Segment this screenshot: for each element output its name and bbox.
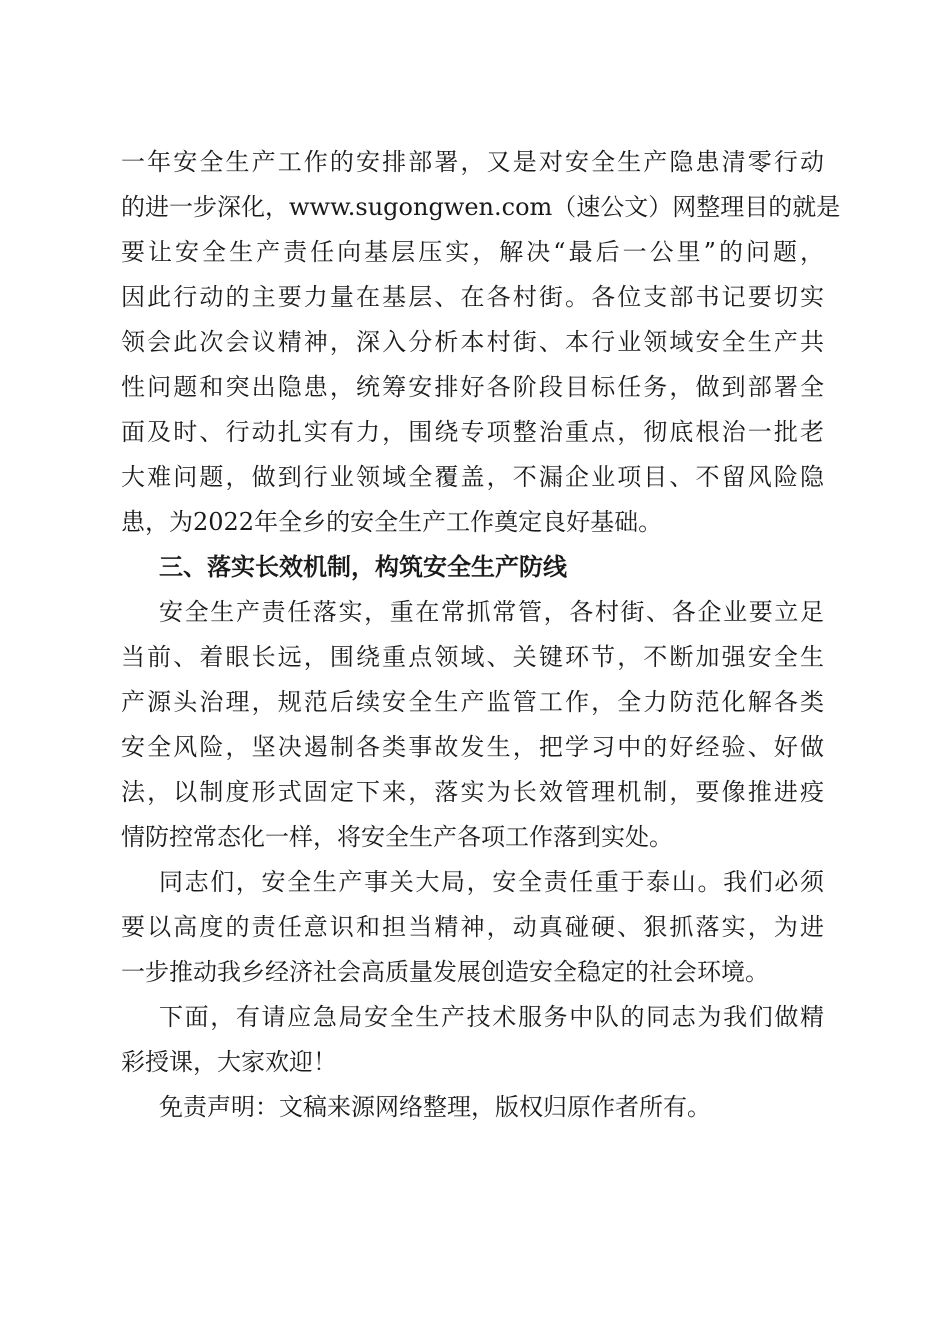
paragraph-line: 彩授课，大家欢迎！ bbox=[121, 1048, 337, 1076]
paragraph-continuation bbox=[121, 140, 841, 545]
paragraph-line: 性问题和突出隐患，统筹安排好各阶段目标任务，做到部署全 bbox=[121, 373, 824, 401]
disclaimer: 免责声明：文稿来源网络整理，版权归原作者所有。 bbox=[159, 1093, 711, 1121]
paragraph-line: 同志们，安全生产事关大局，安全责任重于泰山。我们必须 bbox=[159, 868, 824, 896]
paragraph-line: 患，为2022年全乡的安全生产工作奠定良好基础。 bbox=[121, 508, 663, 536]
paragraph-comrades bbox=[121, 860, 824, 995]
paragraph-line: 法，以制度形式固定下来，落实为长效管理机制，要像推进疫 bbox=[121, 778, 824, 806]
paragraph-line: 的进一步深化，www.sugongwen.com（速公文）网整理目的就是 bbox=[121, 193, 841, 221]
paragraph-line: 因此行动的主要力量在基层、在各村街。各位支部书记要切实 bbox=[121, 283, 824, 311]
paragraph-line: 大难问题，做到行业领域全覆盖，不漏企业项目、不留风险隐 bbox=[121, 463, 824, 491]
paragraph-line: 安全生产责任落实，重在常抓常管，各村街、各企业要立足 bbox=[159, 598, 824, 626]
paragraph-line: 当前、着眼长远，围绕重点领域、关键环节，不断加强安全生 bbox=[121, 643, 824, 671]
paragraph-line: 要以高度的责任意识和担当精神，动真碰硬、狠抓落实，为进 bbox=[121, 913, 824, 941]
paragraph-line: 面及时、行动扎实有力，围绕专项整治重点，彻底根治一批老 bbox=[121, 418, 824, 446]
paragraph-line: 一步推动我乡经济社会高质量发展创造安全稳定的社会环境。 bbox=[121, 958, 769, 986]
paragraph-line: 下面，有请应急局安全生产技术服务中队的同志为我们做精 bbox=[159, 1003, 824, 1031]
paragraph-long-term-mechanism bbox=[121, 590, 824, 860]
document-body bbox=[121, 140, 841, 1130]
paragraph-line: 要让安全生产责任向基层压实，解决“最后一公里”的问题， bbox=[121, 238, 824, 266]
paragraph-line: 产源头治理，规范后续安全生产监管工作，全力防范化解各类 bbox=[121, 688, 824, 716]
paragraph-line: 情防控常态化一样，将安全生产各项工作落到实处。 bbox=[121, 823, 673, 851]
section-heading: 三、落实长效机制，构筑安全生产防线 bbox=[159, 553, 567, 581]
paragraph-invitation bbox=[121, 995, 824, 1085]
paragraph-line: 领会此次会议精神，深入分析本村街、本行业领域安全生产共 bbox=[121, 328, 824, 356]
paragraph-line: 安全风险，坚决遏制各类事故发生，把学习中的好经验、好做 bbox=[121, 733, 824, 761]
paragraph-line: 一年安全生产工作的安排部署，又是对安全生产隐患清零行动 bbox=[121, 148, 824, 176]
